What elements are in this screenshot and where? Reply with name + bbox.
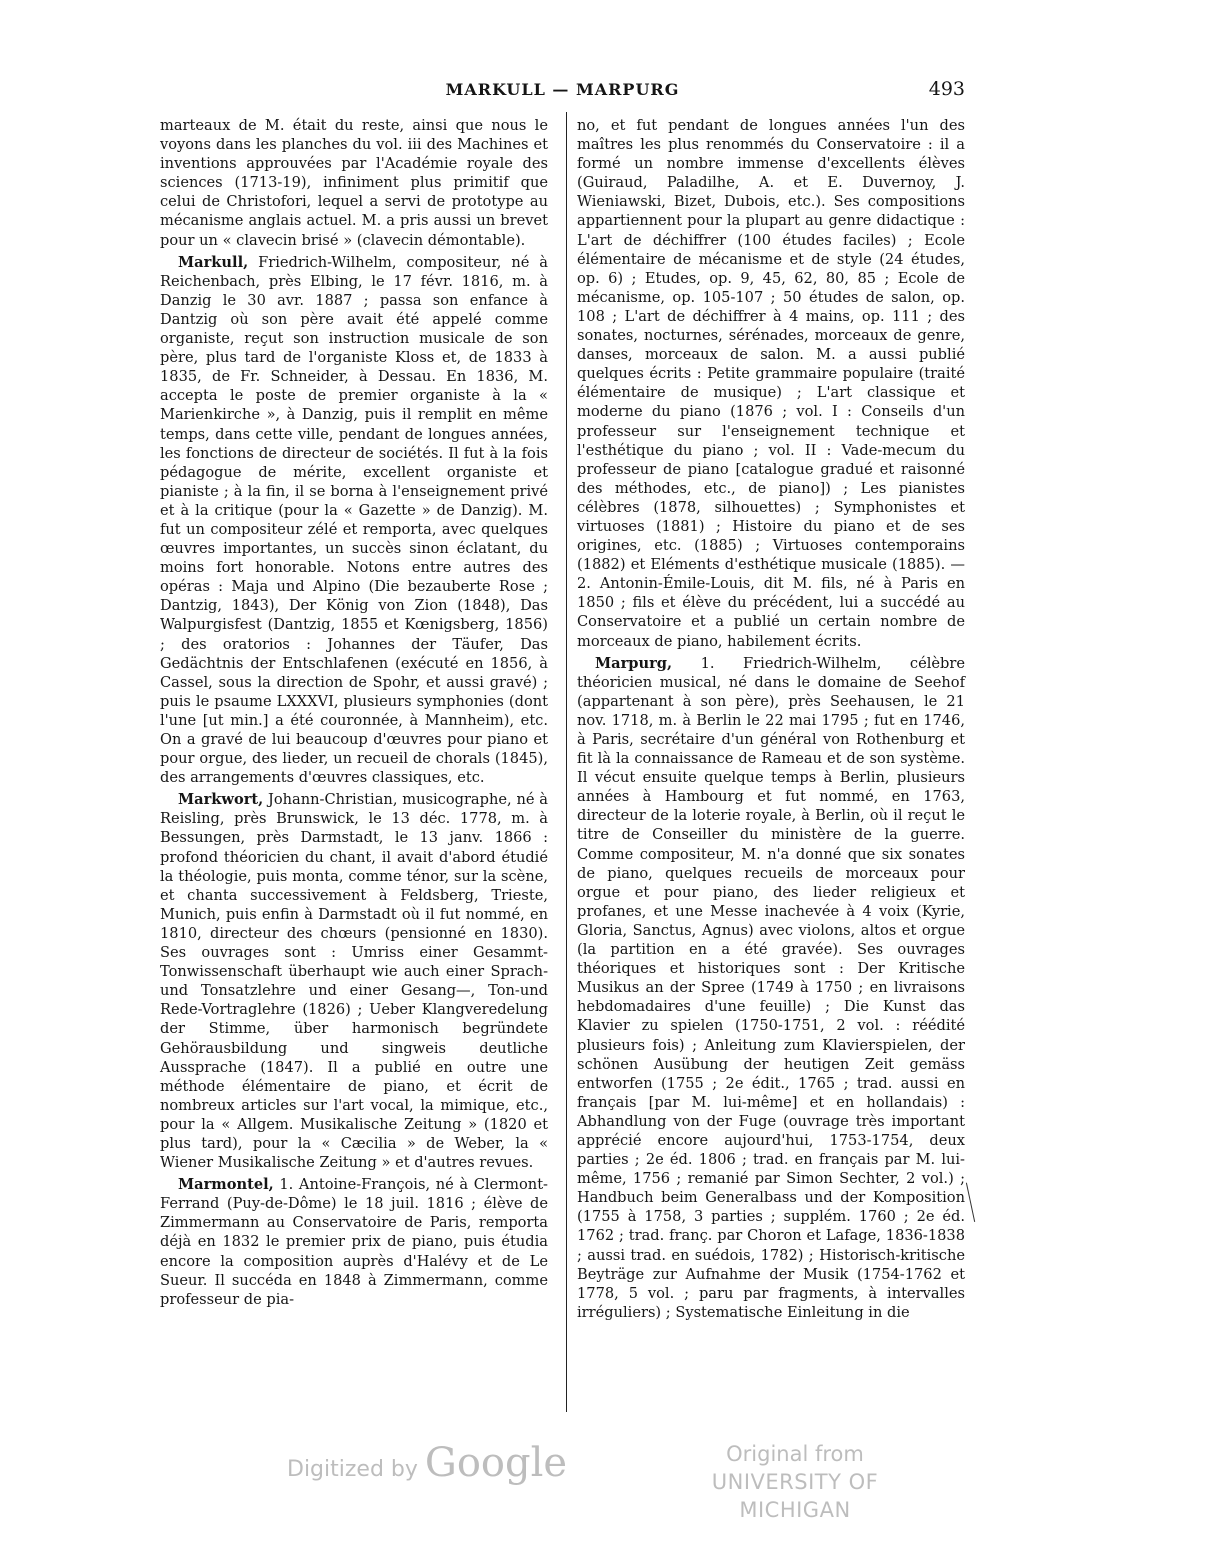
entry-marmontel [160,1175,548,1309]
column-divider [566,112,567,1412]
entry-markwort [160,790,548,1172]
page-number: 493 [928,78,965,100]
entry-text: marteaux de M. était du reste, ainsi que nous le voyons dans les planches du vol. iii des Machines et inventions approuvées par l'Académie royale des sciences (1713-19), infiniment plus primitif que celui de Christofori, lequel a servi de prototype au mécanisme anglais actuel. M. a pris aussi un brevet pour un « clavecin brisé » (clavecin démontable). [160,117,548,249]
entry-text: Friedrich-Wilhelm, compositeur, né à Reichenbach, près Elbing, le 17 févr. 1816, m. à Danzig le 30 avr. 1887 ; passa son enfance à Dantzig où son père avait été appelé comme organiste, reçut son instruction musicale de son père, plus tard de l'organiste Kloss et, de 1833 à 1835, de Fr. Schneider, à Dessau. En 1836, M. accepta le poste de premier organiste à la « Marienkirche », à Danzig, puis il remplit en même temps, dans cette ville, pendant de longues années, les fonctions de directeur de sociétés. Il fut à la fois pédagogue de mérite, excellent organiste et pianiste ; à la fin, il se borna à l'enseignement privé et à la critique (pour la « Gazette » de Danzig). M. fut un compositeur zélé et remporta, avec quelques œuvres importantes, un succès sinon éclatant, du moins fort honorable. Notons entre autres des opéras : Maja und Alpino (Die bezauberte Rose ; Dantzig, 1843), Der König von Zion (1848), Das Walpurgisfest (Dantzig, 1855 et Kœnigsberg, 1856) ; des oratorios : Johannes der Täufer, Das Gedächtnis der Entschlafenen (exécuté en 1856, à Cassel, sous la direction de Spohr, et aussi gravé) ; puis le psaume LXXXVI, plusieurs symphonies (dont l'une [ut min.] a été couronnée, à Mannheim), etc. On a gravé de lui beaucoup d'œuvres pour piano et pour orgue, des lieder, un recueil de chorals (1845), des arrangements d'œuvres classiques, etc. [160,253,548,787]
digitized-prefix: Digitized by [287,1457,425,1482]
source-watermark [665,1440,925,1524]
entry-text: 1. Antoine-François, né à Clermont-Ferrand (Puy-de-Dôme) le 18 juil. 1816 ; élève de Zimmermann au Conservatoire de Paris, remporta déjà en 1832 le premier prix de piano, puis étudia encore la composition auprès d'Halévy et de Le Sueur. Il succéda en 1848 à Zimmermann, comme professeur de pia- [160,1176,548,1308]
entry-markull [160,253,548,788]
running-head [160,80,965,104]
running-title: MARKULL — MARPURG [445,80,680,99]
headword: Marmontel, [178,1176,274,1194]
entry-text: no, et fut pendant de longues années l'un des maîtres les plus renommés du Conservatoire : il a formé un nombre immense d'excellents élèves (Guiraud, Paladilhe, A. et E. Duvernoy, J. Wieniawski, Bizet, Dubois, etc.). Ses compositions appartiennent pour la plupart au genre didactique : L'art de déchiffrer (100 études faciles) ; Ecole élémentaire de mécanisme et de style (24 études, op. 6) ; Etudes, op. 9, 45, 62, 80, 85 ; Ecole de mécanisme, op. 105-107 ; 50 études de salon, op. 108 ; L'art de déchiffrer à 4 mains, op. 111 ; des sonates, nocturnes, sérénades, morceaux de genre, danses, morceaux de salon. M. a aussi publié quelques écrits : Petite grammaire populaire (traité élémentaire de musique) ; L'art classique et moderne du piano (1876 ; vol. I : Conseils d'un professeur sur l'enseignement technique et l'esthétique du piano ; vol. II : Vade-mecum du professeur de piano [catalogue gradué et raisonné des méthodes, etc., de piano]) ; Les pianistes célèbres (1878, silhouettes) ; Symphonistes et virtuoses (1881) ; Histoire du piano et de ses origines, etc. (1885) ; Virtuoses contemporains (1882) et Eléments d'esthétique musicale (1885). — 2. Antonin-Émile-Louis, dit M. fils, né à Paris en 1850 ; fils et élève du précédent, lui a succédé au Conservatoire et a publié un certain nombre de morceaux de piano, habilement écrits. [577,117,965,650]
original-from-label: Original from [726,1442,864,1466]
university-label: UNIVERSITY OF MICHIGAN [711,1470,879,1522]
entry-paragraph [577,116,965,651]
entry-paragraph [160,116,548,250]
entry-text: Johann-Christian, musicographe, né à Reisling, près Brunswick, le 13 déc. 1778, m. à Bessungen, près Darmstadt, le 13 janv. 1866 : profond théoricien du chant, il avait d'abord étudié la théologie, puis monta, comme ténor, sur la scène, et chanta successivement à Feldsberg, Trieste, Munich, puis enfin à Darmstadt où il fut nommé, en 1810, directeur des chœurs (pensionné en 1830). Ses ouvrages sont : Umriss einer Gesammt-Tonwissenschaft überhaupt wie auch einer Sprach-und Tonsatzlehre und einer Gesang—, Ton-und Rede-Vortraglehre (1826) ; Ueber Klangveredelung der Stimme, über harmonisch begründete Gehörausbildung und singweis deutliche Aussprache (1847). Il a publié en outre une méthode élémentaire de piano, et écrit de nombreux articles sur l'art vocal, la mimique, etc., pour la « Allgem. Musikalische Zeitung » (1820 et plus tard), pour la « Cæcilia » de Weber, la « Wiener Musikalische Zeitung » et d'autres revues. [160,791,548,1172]
google-logo: Google [424,1440,568,1486]
left-column [160,116,548,1309]
right-column [577,116,965,1322]
entry-text: 1. Friedrich-Wilhelm, célèbre théoricien musical, né dans le domaine de Seehof (appartenant à son père), près Seehausen, le 21 nov. 1718, m. à Berlin le 22 mai 1795 ; fut en 1746, à Paris, secrétaire d'un général von Rothenburg et fit là la connaissance de Rameau et de son système. Il vécut ensuite quelque temps à Berlin, plusieurs années à Hambourg et fut nommé, en 1763, directeur de la loterie royale, à Berlin, où il reçut le titre de Conseiller du ministère de la guerre. Comme compositeur, M. n'a donné que six sonates de piano, quelques recueils de morceaux pour orgue et pour piano, des lieder religieux et profanes, et une Messe inachevée à 4 voix (Kyrie, Gloria, Sanctus, Agnus) avec violons, altos et orgue (la partition en a été gravée). Ses ouvrages théoriques et historiques sont : Der Kritische Musikus an der Spree (1749 à 1750 ; en livraisons hebdomadaires d'une feuille) ; Die Kunst das Klavier zu spielen (1750-1751, 2 vol. : réédité plusieurs fois) ; Anleitung zum Klavierspielen, der schönen Ausübung der heutigen Zeit gemäss entworfen (1755 ; 2e édit., 1765 ; trad. aussi en français [par M. lui-même] et en hollandais) : Abhandlung von der Fuge (ouvrage très important apprécié encore aujourd'hui, 1753-1754, deux parties ; 2e éd. 1806 ; trad. en français par M. lui-même, 1756 ; remanié par Simon Sechter, 2 vol.) ; Handbuch beim Generalbass und der Komposition (1755 à 1758, 3 parties ; supplém. 1760 ; 2e éd. 1762 ; trad. franç. par Choron et Lafage, 1836-1838 ; aussi trad. en suédois, 1782) ; Historisch-kritische Beyträge zur Aufnahme der Musik (1754-1762 et 1778, 5 vol. ; paru par fragments, à intervalles irréguliers) ; Systematische Einleitung in die [577,654,965,1321]
headword: Marpurg, [595,654,673,672]
margin-mark [966,1182,978,1222]
headword: Markwort, [178,791,264,809]
digitized-watermark [287,1440,567,1486]
headword: Markull, [178,253,249,271]
entry-marpurg [577,654,965,1322]
